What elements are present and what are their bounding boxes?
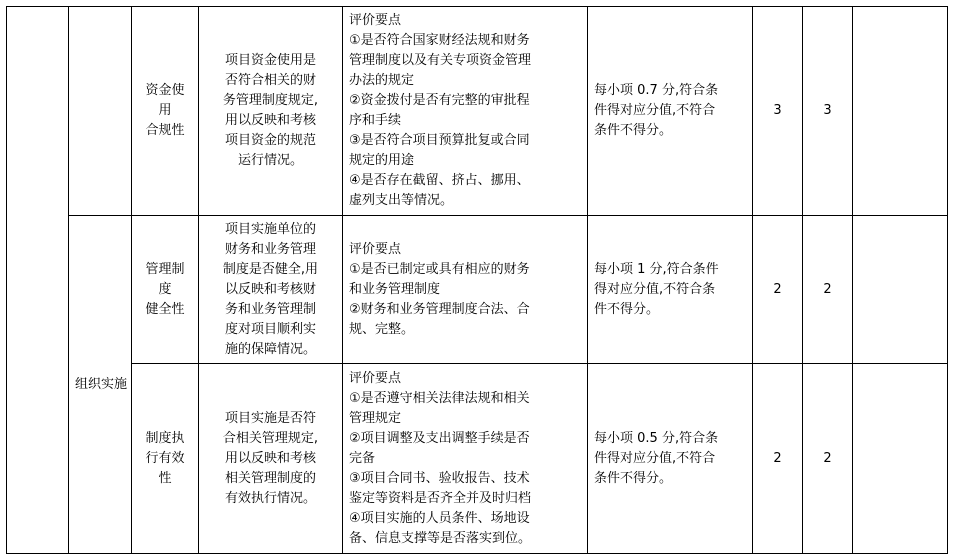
- evaluation-table: [6, 6, 948, 554]
- scoring-cell: 每小项 0.5 分,符合条 件得对应分值,不符合 条件不得分。: [588, 364, 753, 554]
- level2-indicator-cell: 组织实施: [69, 216, 132, 554]
- scoring-cell: 每小项 1 分,符合条件 得对应分值,不符合条 件不得分。: [588, 216, 753, 364]
- score-cell: 2: [803, 364, 853, 554]
- indicator-cell: 制度执 行有效 性: [132, 364, 199, 554]
- weight-cell: 3: [753, 7, 803, 216]
- indicator-cell: 资金使 用 合规性: [132, 7, 199, 216]
- table-row: [7, 364, 948, 554]
- explanation-cell: 项目实施单位的 财务和业务管理 制度是否健全,用 以反映和考核财 务和业务管理制 度对项目顺利实 施的保障情况。: [199, 216, 343, 364]
- criteria-cell: 评价要点 ①是否遵守相关法律法规和相关 管理规定 ②项目调整及支出调整手续是否 完备 ③项目合同书、验收报告、技术 鉴定等资料是否齐全并及时归档 ④项目实施的人员条件、场地设 备、信息支撑等是否落实到位。: [343, 364, 588, 554]
- remark-cell: [853, 216, 948, 364]
- weight-cell: 2: [753, 364, 803, 554]
- indicator-cell: 管理制 度 健全性: [132, 216, 199, 364]
- table-row: [7, 7, 948, 216]
- level1-indicator-cell: [7, 7, 69, 554]
- explanation-cell: 项目实施是否符 合相关管理规定, 用以反映和考核 相关管理制度的 有效执行情况。: [199, 364, 343, 554]
- score-cell: 2: [803, 216, 853, 364]
- criteria-cell: 评价要点 ①是否符合国家财经法规和财务 管理制度以及有关专项资金管理 办法的规定 ②资金拨付是否有完整的审批程 序和手续 ③是否符合项目预算批复或合同 规定的用途 ④是否存在截留、挤占、挪用、 虚列支出等情况。: [343, 7, 588, 216]
- remark-cell: [853, 364, 948, 554]
- explanation-cell: 项目资金使用是 否符合相关的财 务管理制度规定, 用以反映和考核 项目资金的规范 运行情况。: [199, 7, 343, 216]
- score-cell: 3: [803, 7, 853, 216]
- weight-cell: 2: [753, 216, 803, 364]
- remark-cell: [853, 7, 948, 216]
- level2-indicator-cell-empty: [69, 7, 132, 216]
- criteria-cell: 评价要点 ①是否已制定或具有相应的财务 和业务管理制度 ②财务和业务管理制度合法、合 规、完整。: [343, 216, 588, 364]
- scoring-cell: 每小项 0.7 分,符合条 件得对应分值,不符合 条件不得分。: [588, 7, 753, 216]
- table-row: [7, 216, 948, 364]
